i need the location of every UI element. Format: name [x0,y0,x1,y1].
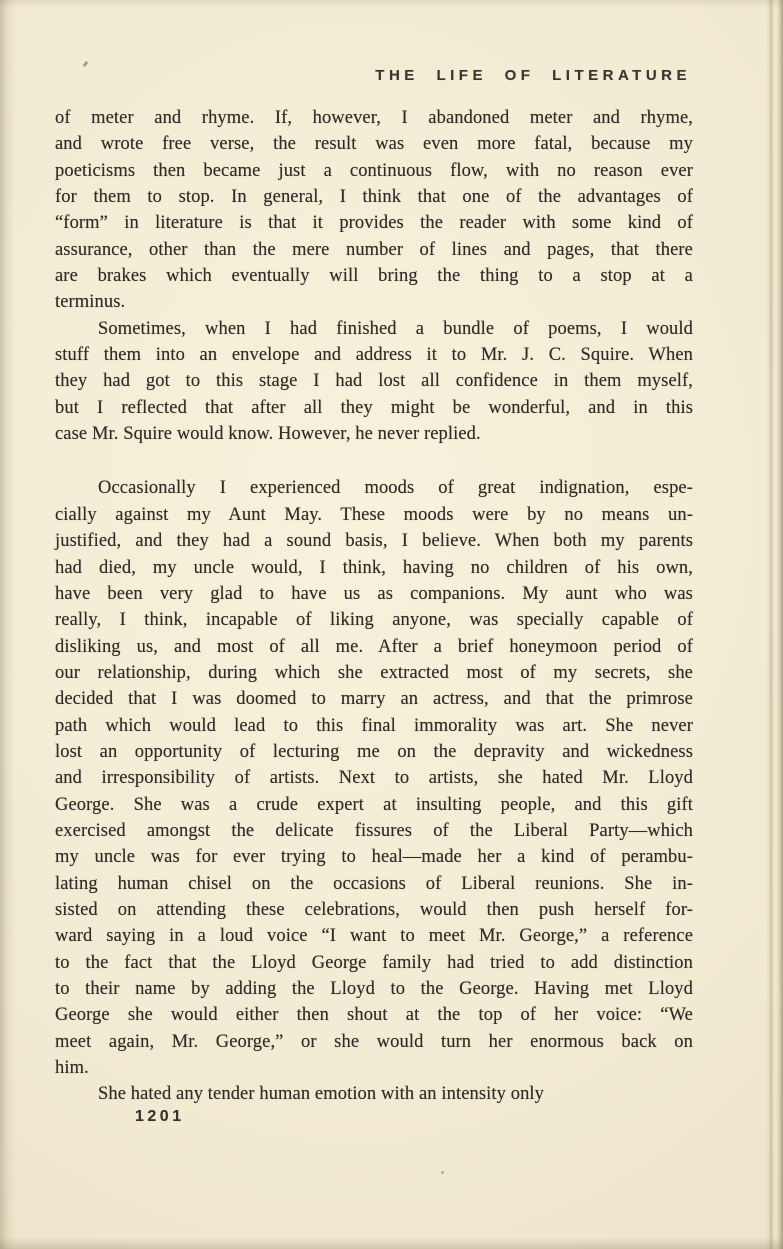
text-line: my uncle was for ever trying to heal—made her a kind of perambu- [55,847,693,868]
text-line: terminus. [55,292,126,313]
text-line: had died, my uncle would, I think, having no children of his own, [55,557,693,578]
body-text [55,105,693,1108]
text-line: have been very glad to have us as companions. My aunt who was [55,583,693,604]
page-top-shadow [0,0,783,8]
text-line: disliking us, and most of all me. After a brief honeymoon period of [55,636,693,657]
page-number: 1201 [135,1108,185,1125]
text-line: to their name by adding the Lloyd to the George. Having met Lloyd [55,979,693,999]
text-line: George she would either then shout at the top of her voice: “We [55,1005,693,1026]
text-line: of meter and rhyme. If, however, I abandoned meter and rhyme, [55,108,693,128]
text-line: lating human chisel on the occasions of Liberal reunions. She in- [55,873,693,894]
text-line: “form” in literature is that it provides the reader with some kind of [55,213,693,234]
text-line: She hated any tender human emotion with an intensity only [98,1084,545,1105]
page-edge-shadow [765,0,783,1249]
text-line: path which would lead to this final immorality was art. She never [55,715,693,736]
paragraph [55,316,693,448]
text-line: meet again, Mr. George,” or she would turn her enormous back on [55,1031,693,1052]
text-line: Sometimes, when I had finished a bundle of poems, I would [98,318,693,339]
ink-speck [82,61,88,68]
text-line: George. She was a crude expert at insulting people, and this gift [55,794,693,815]
text-line: lost an opportunity of lecturing me on the depravity and wickedness [55,741,693,762]
text-line: our relationship, during which she extracted most of my secrets, she [55,662,693,683]
text-line: and wrote free verse, the result was even more fatal, because my [55,134,693,155]
text-line: him. [55,1058,89,1079]
text-line: and irresponsibility of artists. Next to artists, she hated Mr. Lloyd [55,768,693,789]
text-line: are brakes which eventually will bring the thing to a stop at a [55,266,693,287]
text-line: sisted on attending these celebrations, would then push herself for- [55,899,693,920]
text-line: ward saying in a loud voice “I want to meet Mr. George,” a reference [55,926,693,947]
text-line: Occasionally I experienced moods of great indignation, espe- [98,478,693,499]
gutter-shadow [0,0,16,1249]
running-header: THE LIFE OF LITERATURE [375,67,691,84]
text-line: to the fact that the Lloyd George family had tried to add distinction [55,952,693,973]
text-line: cially against my Aunt May. These moods were by no means un- [55,504,693,525]
text-line: case Mr. Squire would know. However, he never replied. [55,424,481,445]
text-line: stuff them into an envelope and address it to Mr. J. C. Squire. When [55,345,693,366]
text-line: poeticisms then became just a continuous flow, with no reason ever [55,160,693,181]
paragraph [55,475,693,1081]
page-bottom-shadow [0,1237,783,1249]
text-line: decided that I was doomed to marry an actress, and that the primrose [55,689,693,710]
text-line: but I reflected that after all they might be wonderful, and in this [55,397,693,418]
ink-dot [441,1171,444,1174]
paragraph [55,105,693,316]
text-line: for them to stop. In general, I think that one of the advantages of [55,187,693,208]
text-line: justified, and they had a sound basis, I believe. When both my parents [55,531,693,552]
text-line: assurance, other than the mere number of lines and pages, that there [55,239,693,260]
paragraph [55,1081,693,1107]
text-line: they had got to this stage I had lost all confidence in them myself, [55,371,693,392]
text-line: really, I think, incapable of liking anyone, was specially capable of [55,610,693,631]
text-line: exercised amongst the delicate fissures of the Liberal Party—which [55,820,693,841]
